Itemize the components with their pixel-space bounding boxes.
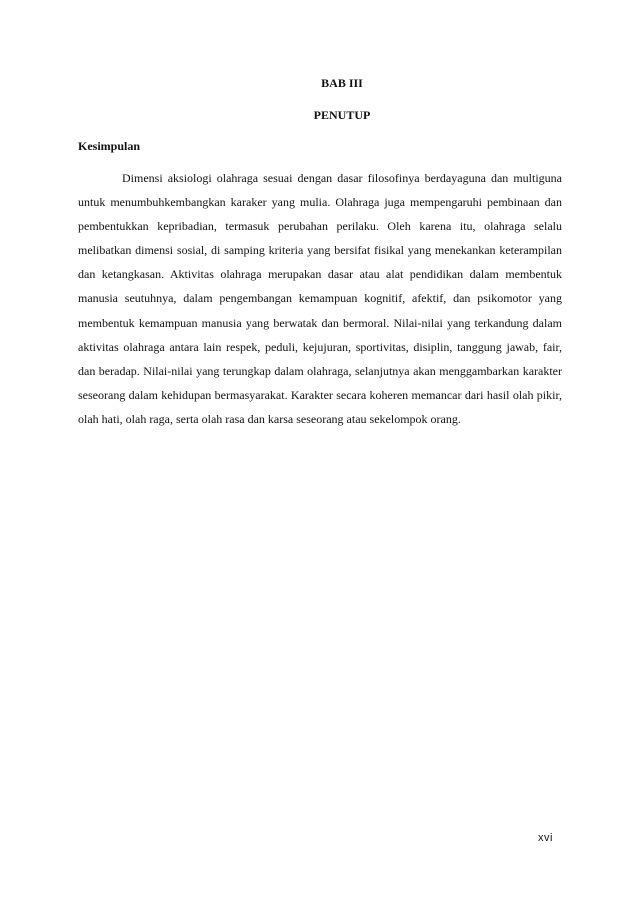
conclusion-paragraph: Dimensi aksiologi olahraga sesuai dengan dasar filosofinya berdayaguna dan multiguna untuk menumbuhkembangkan karaker yang mulia. Olahraga juga mempengaruhi pembinaan dan pembentukkan kepribadian, termasuk perubahan perilaku. Oleh karena itu, olahraga selalu melibatkan dimensi sosial, di samping kriteria yang bersifat fisikal yang menekankan keterampilan dan ketangkasan. Aktivitas olahraga merupakan dasar atau alat pendidikan dalam membentuk manusia seutuhnya, dalam pengembangan kemampuan kognitif, afektif, dan psikomotor yang membentuk kemampuan manusia yang berwatak dan bermoral. Nilai-nilai yang terkandung dalam aktivitas olahraga antara lain respek, peduli, kejujuran, sportivitas, disiplin, tanggung jawab, fair, dan beradap. Nilai-nilai yang terungkap dalam olahraga, selanjutnya akan menggambarkan karakter seseorang dalam kehidupan bermasyarakat. Karakter secara koheren memancar dari hasil olah pikir, olah hati, olah raga, serta olah rasa dan karsa seseorang atau sekelompok orang. — [78, 171, 562, 426]
chapter-title: PENUTUP — [313, 108, 371, 122]
chapter-number: BAB III — [321, 76, 363, 90]
section-heading: Kesimpulan — [78, 139, 141, 153]
page-number: xvi — [538, 832, 553, 844]
